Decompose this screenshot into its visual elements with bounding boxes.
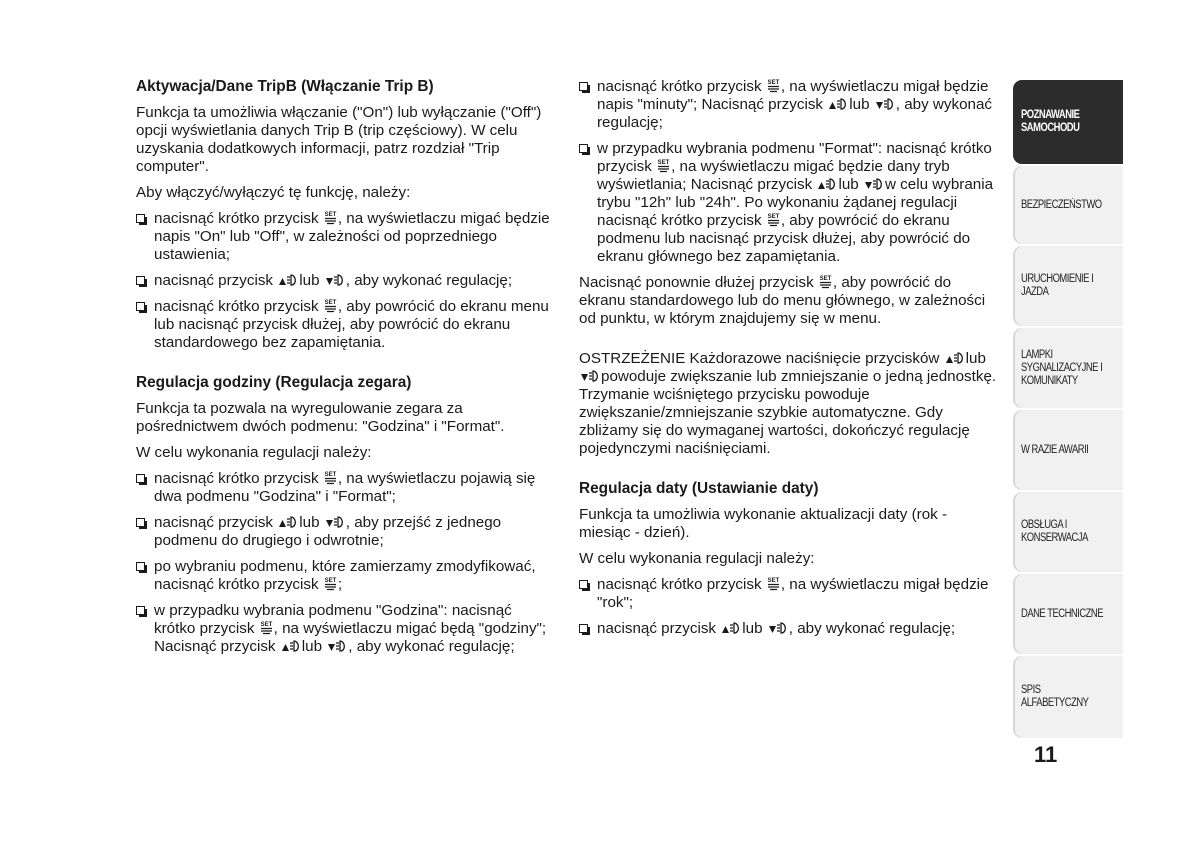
section-heading-clock: Regulacja godziny (Regulacja zegara) [136,374,412,391]
checkbox-bullet-icon [136,214,145,223]
checkbox-bullet-icon [579,580,588,589]
up-brightness-icon [278,273,298,287]
checkbox-bullet-icon [579,82,588,91]
page-number: 11 [1034,742,1058,767]
up-brightness-icon [828,97,848,111]
down-brightness-icon [864,177,884,191]
down-brightness-icon [768,621,788,635]
right-column [579,78,999,646]
list-item: w przypadku wybrania podmenu "Format": nacisnąć krótko przycisk , na wyświetlaczu migać będzie dany tryb wyświetlania; Nacisnąć przycisk lub w celu wybrania trybu "12h" lub "24h". Po wykonaniu żądanej regulacji nacisnąć krótko przycisk , aby powrócić do ekranu podmenu lub nacisnąć przycisk dłużej, aby powrócić do ekranu głównego bez zapamiętania. [579,140,999,266]
paragraph: Nacisnąć ponownie dłużej przycisk , aby powrócić do ekranu standardowego lub do menu głównego, w zależności od punktu, w którym znajdujemy się w menu. [579,274,986,327]
up-brightness-icon [721,621,741,635]
checkbox-bullet-icon [136,302,145,311]
up-brightness-icon [945,351,965,365]
checkbox-bullet-icon [136,474,145,483]
paragraph: Funkcja ta umożliwia wykonanie aktualizacji daty (rok - miesiąc - dzień). [579,506,948,541]
down-brightness-icon [875,97,895,111]
checkbox-bullet-icon [579,624,588,633]
warning-paragraph: OSTRZEŻENIE Każdorazowe naciśnięcie przycisków lub powoduje zwiększanie lub zmniejszanie o jedną jednostkę. Trzymanie wciśniętego przycisku powoduje zwiększanie/zmniejszanie szybkie automatyczne. Gdy zbliżamy się do wymaganej wartości, dokończyć regulację pojedynczymi naciśnięciami. [579,350,997,457]
paragraph: Funkcja ta pozwala na wyregulowanie zegara za pośrednictwem dwóch podmenu: "Godzina" i "Format". [136,400,505,435]
paragraph: W celu wykonania regulacji należy: [136,444,372,461]
up-brightness-icon [817,177,837,191]
paragraph: W celu wykonania regulacji należy: [579,550,815,567]
tab-obsluga-i-konserwacja[interactable]: OBSŁUGA I KONSERWACJA [1013,492,1123,572]
paragraph: Funkcja ta umożliwia włączanie ("On") lub wyłączanie ("Off") opcji wyświetlania danych Trip B (trip częściowy). W celu uzyskania dodatkowych informacji, patrz rozdział "Trip computer". [136,104,542,175]
list-item: nacisnąć krótko przycisk , na wyświetlaczu migać będzie napis "On" lub "Off", w zależności od poprzedniego ustawienia; [136,210,556,264]
tab-lampki-sygnalizacyjne[interactable]: LAMPKI SYGNALIZACYJNE I KOMUNIKATY [1013,328,1123,408]
checkbox-bullet-icon [136,606,145,615]
up-brightness-icon [281,639,301,653]
tab-uruchomienie-i-jazda[interactable]: URUCHOMIENIE I JAZDA [1013,246,1123,326]
down-brightness-icon [580,369,600,383]
set-button-icon [767,78,780,93]
up-brightness-icon [278,515,298,529]
tab-poznawanie-samochodu[interactable]: POZNAWANIE SAMOCHODU [1013,80,1123,164]
list-item: nacisnąć przycisk lub , aby przejść z jednego podmenu do drugiego i odwrotnie; [136,514,556,550]
checkbox-bullet-icon [136,518,145,527]
tab-bezpieczenstwo[interactable]: BEZPIECZEŃSTWO [1013,166,1123,244]
list-item: w przypadku wybrania podmenu "Godzina": nacisnąć krótko przycisk , na wyświetlaczu migać będą "godziny"; Nacisnąć przycisk lub , aby wykonać regulację; [136,602,556,656]
set-button-icon [819,274,832,289]
set-button-icon [767,212,780,227]
set-button-icon [767,576,780,591]
checkbox-bullet-icon [136,562,145,571]
down-brightness-icon [327,639,347,653]
down-brightness-icon [325,273,345,287]
set-button-icon [324,210,337,225]
list-item: nacisnąć przycisk lub , aby wykonać regulację; [579,620,999,638]
tab-spis-alfabetyczny[interactable]: SPIS ALFABETYCZNY [1013,656,1123,738]
paragraph: Aby włączyć/wyłączyć tę funkcję, należy: [136,184,411,201]
left-column [136,78,556,664]
list-item: nacisnąć krótko przycisk , na wyświetlaczu pojawią się dwa podmenu "Godzina" i "Format"; [136,470,556,506]
list-item: po wybraniu podmenu, które zamierzamy zmodyfikować, nacisnąć krótko przycisk ; [136,558,556,594]
section-heading-date: Regulacja daty (Ustawianie daty) [579,480,819,497]
checkbox-bullet-icon [579,144,588,153]
tab-w-razie-awarii[interactable]: W RAZIE AWARII [1013,410,1123,490]
checkbox-bullet-icon [136,276,145,285]
set-button-icon [324,576,337,591]
set-button-icon [324,298,337,313]
set-button-icon [324,470,337,485]
list-item: nacisnąć krótko przycisk , na wyświetlaczu migał będzie "rok"; [579,576,999,612]
set-button-icon [260,620,273,635]
list-item: nacisnąć przycisk lub , aby wykonać regulację; [136,272,556,290]
set-button-icon [657,158,670,173]
section-heading-tripb: Aktywacja/Dane TripB (Włączanie Trip B) [136,78,434,95]
down-brightness-icon [325,515,345,529]
tab-dane-techniczne[interactable]: DANE TECHNICZNE [1013,574,1123,654]
list-item: nacisnąć krótko przycisk , aby powrócić do ekranu menu lub nacisnąć przycisk dłużej, aby powrócić do ekranu standardowego bez zapamiętania. [136,298,556,352]
list-item: nacisnąć krótko przycisk , na wyświetlaczu migał będzie napis "minuty"; Nacisnąć przycisk lub , aby wykonać regulację; [579,78,999,132]
